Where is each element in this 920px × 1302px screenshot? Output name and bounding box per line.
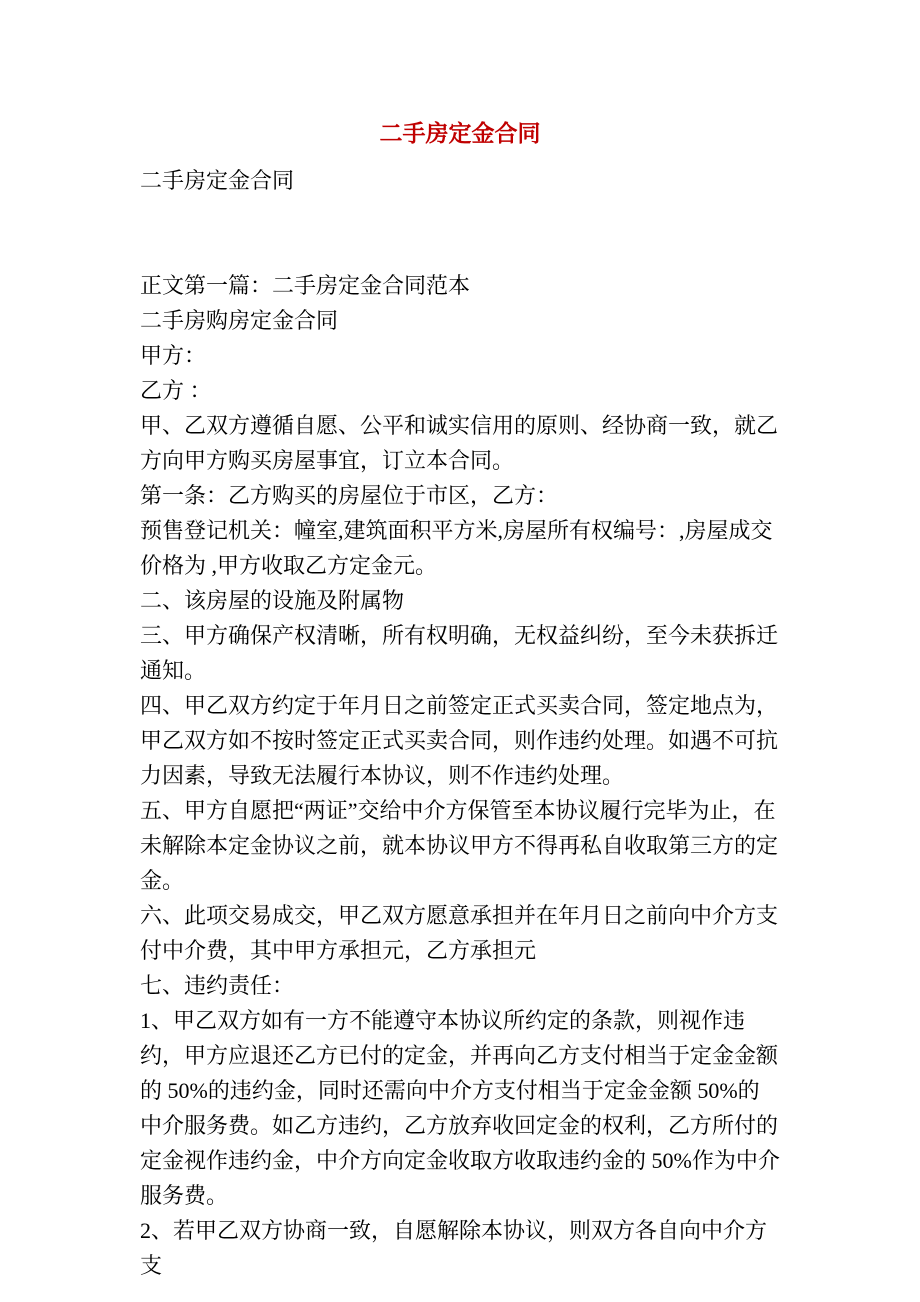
paragraph: 五、甲方自愿把“两证”交给中介方保管至本协议履行完毕为止，在未解除本定金协议之前，就本协议甲方不得再私自收取第三方的定金。 [140, 798, 779, 893]
paragraph: 正文第一篇：二手房定金合同范本 [140, 273, 471, 298]
paragraph: 六、此项交易成交，甲乙双方愿意承担并在年月日之前向中介方支付中介费，其中甲方承担元，乙方承担元 [140, 903, 779, 963]
paragraph [140, 233, 780, 268]
paragraph: 2、若甲乙双方协商一致，自愿解除本协议，则双方各自向中介方支 [140, 1218, 768, 1278]
document-title: 二手房定金合同 [379, 121, 541, 146]
paragraph: 二手房购房定金合同 [140, 308, 339, 333]
paragraph: 1、甲乙双方如有一方不能遵守本协议所约定的条款，则视作违约，甲方应退还乙方已付的定金，并再向乙方支付相当于定金金额的 50%的违约金，同时还需向中介方支付相当于定金金额 50%的中介服务费。如乙方违约，乙方放弃收回定金的权利，乙方所付的定金视作违约金，中介方向定金收取方收取违约金的 50%作为中介服务费。 [140, 1008, 780, 1208]
paragraph: 二手房定金合同 [140, 168, 295, 193]
document-body [140, 163, 780, 1283]
paragraph [140, 198, 780, 233]
paragraph: 预售登记机关：幢室,建筑面积平方米,房屋所有权编号：,房屋成交价格为 ,甲方收取乙方定金元。 [140, 518, 773, 578]
paragraph: 甲方： [140, 343, 207, 368]
paragraph: 七、违约责任： [140, 973, 295, 998]
paragraph: 甲、乙双方遵循自愿、公平和诚实信用的原则、经协商一致，就乙方向甲方购买房屋事宜，订立本合同。 [140, 413, 779, 473]
paragraph: 三、甲方确保产权清晰，所有权明确，无权益纠纷，至今未获拆迁通知。 [140, 623, 779, 683]
paragraph: 四、甲乙双方约定于年月日之前签定正式买卖合同，签定地点为，甲乙双方如不按时签定正式买卖合同，则作违约处理。如遇不可抗力因素，导致无法履行本协议，则不作违约处理。 [140, 693, 779, 788]
paragraph: 二、该房屋的设施及附属物 [140, 588, 405, 613]
paragraph: 乙方 ： [140, 378, 212, 403]
paragraph: 第一条：乙方购买的房屋位于市区，乙方： [140, 483, 559, 508]
